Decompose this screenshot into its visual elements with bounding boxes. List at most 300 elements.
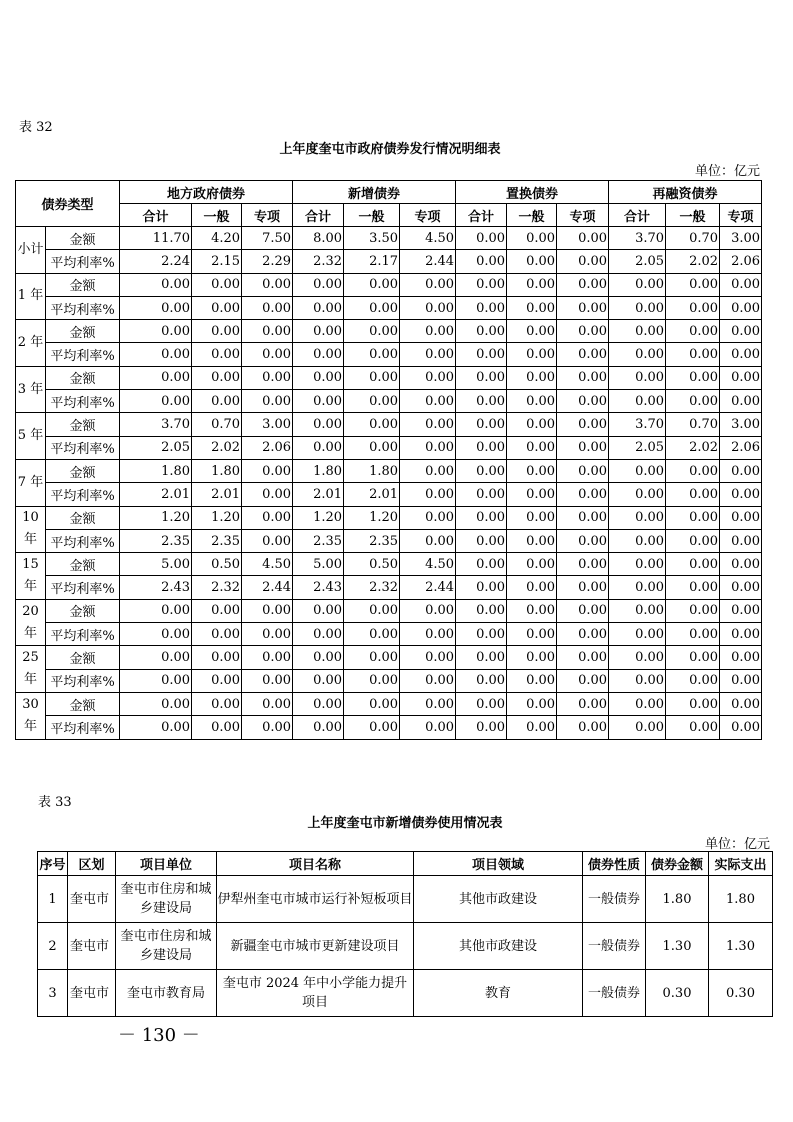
rate-cell: 0.00 xyxy=(400,483,456,506)
amount-cell: 3.00 xyxy=(720,413,762,436)
rate-cell: 0.00 xyxy=(720,716,762,739)
metric-rate: 平均利率% xyxy=(46,390,120,413)
subheader: 专项 xyxy=(720,204,762,227)
table-row xyxy=(16,250,762,273)
table-row xyxy=(16,623,762,646)
amount-cell: 1.80 xyxy=(120,459,192,482)
rate-cell: 0.00 xyxy=(456,716,507,739)
metric-amount: 金额 xyxy=(46,273,120,296)
amount-cell: 0.00 xyxy=(507,553,557,576)
rate-cell: 2.01 xyxy=(192,483,242,506)
table-cell: 新疆奎屯市城市更新建设项目 xyxy=(217,923,414,970)
rate-cell: 0.00 xyxy=(609,390,666,413)
rate-cell: 0.00 xyxy=(400,436,456,459)
table-row xyxy=(16,692,762,715)
rate-cell: 2.01 xyxy=(293,483,344,506)
table33-unit: 单位：亿元 xyxy=(704,837,770,852)
rate-cell: 2.24 xyxy=(120,250,192,273)
amount-cell: 0.00 xyxy=(242,320,293,343)
amount-cell: 3.70 xyxy=(609,227,666,250)
bond-issuance-table xyxy=(15,180,762,740)
amount-cell: 0.00 xyxy=(120,692,192,715)
rate-cell: 0.00 xyxy=(400,716,456,739)
table-cell: 奎屯市住房和城乡建设局 xyxy=(116,876,217,923)
amount-cell: 0.00 xyxy=(192,320,242,343)
rate-cell: 0.00 xyxy=(344,436,400,459)
amount-cell: 0.00 xyxy=(609,459,666,482)
table-cell: 奎屯市 xyxy=(68,876,116,923)
amount-cell: 0.00 xyxy=(507,366,557,389)
subheader: 专项 xyxy=(400,204,456,227)
table-cell: 伊犁州奎屯市城市运行补短板项目 xyxy=(217,876,414,923)
rate-cell: 0.00 xyxy=(344,343,400,366)
rate-cell: 0.00 xyxy=(609,623,666,646)
amount-cell: 0.00 xyxy=(557,553,609,576)
metric-rate: 平均利率% xyxy=(46,296,120,319)
amount-cell: 0.00 xyxy=(666,273,720,296)
metric-rate: 平均利率% xyxy=(46,576,120,599)
rate-cell: 2.06 xyxy=(720,436,762,459)
rate-cell: 2.01 xyxy=(344,483,400,506)
rate-cell: 0.00 xyxy=(344,390,400,413)
amount-cell: 0.00 xyxy=(507,692,557,715)
table-row xyxy=(16,506,762,529)
amount-cell: 1.80 xyxy=(192,459,242,482)
rate-cell: 2.35 xyxy=(120,529,192,552)
subheader: 合计 xyxy=(293,204,344,227)
rate-cell: 0.00 xyxy=(242,623,293,646)
rate-cell: 0.00 xyxy=(557,576,609,599)
term-cell: 小计 xyxy=(16,227,46,274)
table-row xyxy=(16,413,762,436)
table-cell: 教育 xyxy=(414,970,583,1017)
amount-cell: 0.00 xyxy=(293,413,344,436)
rate-cell: 0.00 xyxy=(242,716,293,739)
rate-cell: 2.43 xyxy=(293,576,344,599)
amount-cell: 0.00 xyxy=(400,273,456,296)
rate-cell: 0.00 xyxy=(507,716,557,739)
amount-cell: 0.00 xyxy=(293,366,344,389)
table32-label: 表 32 xyxy=(19,120,53,135)
rate-cell: 0.00 xyxy=(456,623,507,646)
rate-cell: 0.00 xyxy=(507,436,557,459)
amount-cell: 0.00 xyxy=(557,506,609,529)
amount-cell: 4.20 xyxy=(192,227,242,250)
amount-cell: 4.50 xyxy=(242,553,293,576)
column-header: 债券性质 xyxy=(583,852,646,876)
rate-cell: 0.00 xyxy=(507,483,557,506)
rate-cell: 0.00 xyxy=(609,296,666,319)
amount-cell: 5.00 xyxy=(120,553,192,576)
rate-cell: 0.00 xyxy=(400,623,456,646)
table33-label: 表 33 xyxy=(38,795,72,810)
rate-cell: 2.05 xyxy=(609,436,666,459)
table-row xyxy=(16,343,762,366)
amount-cell: 0.00 xyxy=(242,646,293,669)
amount-cell: 0.00 xyxy=(344,366,400,389)
amount-cell: 0.00 xyxy=(557,599,609,622)
rate-cell: 0.00 xyxy=(242,669,293,692)
subheader: 一般 xyxy=(192,204,242,227)
table-cell: 1 xyxy=(38,876,68,923)
amount-cell: 0.00 xyxy=(456,320,507,343)
amount-cell: 0.00 xyxy=(344,692,400,715)
rate-cell: 0.00 xyxy=(400,390,456,413)
subheader: 合计 xyxy=(609,204,666,227)
table-row xyxy=(16,529,762,552)
metric-rate: 平均利率% xyxy=(46,623,120,646)
amount-cell: 0.00 xyxy=(456,506,507,529)
group-header: 再融资债券 xyxy=(609,181,762,204)
rate-cell: 0.00 xyxy=(507,623,557,646)
rate-cell: 0.00 xyxy=(609,483,666,506)
rate-cell: 2.29 xyxy=(242,250,293,273)
amount-cell: 0.00 xyxy=(609,599,666,622)
amount-cell: 3.00 xyxy=(242,413,293,436)
table-cell: 1.30 xyxy=(709,923,773,970)
amount-cell: 0.00 xyxy=(720,459,762,482)
rate-cell: 0.00 xyxy=(456,529,507,552)
table-row xyxy=(16,553,762,576)
amount-cell: 0.00 xyxy=(120,366,192,389)
rate-cell: 0.00 xyxy=(344,296,400,319)
term-cell: 5 年 xyxy=(16,413,46,460)
table-row xyxy=(16,646,762,669)
rate-cell: 0.00 xyxy=(609,669,666,692)
rate-cell: 0.00 xyxy=(344,623,400,646)
table-cell: 奎屯市 2024 年中小学能力提升项目 xyxy=(217,970,414,1017)
table-row xyxy=(16,273,762,296)
amount-cell: 0.00 xyxy=(557,413,609,436)
metric-amount: 金额 xyxy=(46,320,120,343)
rate-cell: 2.17 xyxy=(344,250,400,273)
amount-cell: 0.00 xyxy=(557,646,609,669)
amount-cell: 5.00 xyxy=(293,553,344,576)
table-cell: 1.30 xyxy=(646,923,709,970)
rate-cell: 0.00 xyxy=(720,669,762,692)
amount-cell: 11.70 xyxy=(120,227,192,250)
rate-cell: 0.00 xyxy=(120,669,192,692)
amount-cell: 1.80 xyxy=(293,459,344,482)
rate-cell: 0.00 xyxy=(557,296,609,319)
table-row xyxy=(16,320,762,343)
table-cell: 奎屯市 xyxy=(68,923,116,970)
rate-cell: 0.00 xyxy=(293,436,344,459)
rate-cell: 0.00 xyxy=(192,623,242,646)
rate-cell: 0.00 xyxy=(120,716,192,739)
column-header: 项目单位 xyxy=(116,852,217,876)
amount-cell: 0.00 xyxy=(400,646,456,669)
rate-cell: 2.06 xyxy=(720,250,762,273)
amount-cell: 0.00 xyxy=(400,599,456,622)
subheader: 一般 xyxy=(344,204,400,227)
rate-cell: 2.32 xyxy=(192,576,242,599)
rate-cell: 0.00 xyxy=(242,343,293,366)
table-cell: 一般债券 xyxy=(583,923,646,970)
table-cell: 0.30 xyxy=(709,970,773,1017)
rate-cell: 0.00 xyxy=(400,669,456,692)
rate-cell: 0.00 xyxy=(666,716,720,739)
amount-cell: 0.00 xyxy=(666,459,720,482)
amount-cell: 0.00 xyxy=(400,506,456,529)
rate-cell: 0.00 xyxy=(293,716,344,739)
rate-cell: 2.32 xyxy=(293,250,344,273)
metric-amount: 金额 xyxy=(46,599,120,622)
amount-cell: 0.00 xyxy=(192,366,242,389)
subheader: 一般 xyxy=(507,204,557,227)
rate-cell: 0.00 xyxy=(192,669,242,692)
subheader: 专项 xyxy=(242,204,293,227)
rate-cell: 0.00 xyxy=(120,623,192,646)
rate-cell: 0.00 xyxy=(557,529,609,552)
rate-cell: 0.00 xyxy=(720,529,762,552)
term-cell: 20 年 xyxy=(16,599,46,646)
amount-cell: 0.00 xyxy=(120,320,192,343)
table-row xyxy=(16,483,762,506)
rate-cell: 2.44 xyxy=(242,576,293,599)
metric-amount: 金额 xyxy=(46,413,120,436)
table-cell: 0.30 xyxy=(646,970,709,1017)
metric-amount: 金额 xyxy=(46,459,120,482)
rate-cell: 0.00 xyxy=(507,343,557,366)
amount-cell: 0.00 xyxy=(242,273,293,296)
amount-cell: 0.00 xyxy=(293,320,344,343)
rate-cell: 0.00 xyxy=(242,296,293,319)
table-cell: 3 xyxy=(38,970,68,1017)
amount-cell: 0.00 xyxy=(666,553,720,576)
amount-cell: 0.00 xyxy=(456,553,507,576)
amount-cell: 0.50 xyxy=(344,553,400,576)
rate-cell: 2.44 xyxy=(400,250,456,273)
rate-cell: 0.00 xyxy=(557,483,609,506)
rate-cell: 0.00 xyxy=(557,623,609,646)
rate-cell: 0.00 xyxy=(507,250,557,273)
amount-cell: 0.00 xyxy=(344,413,400,436)
amount-cell: 0.00 xyxy=(456,692,507,715)
rate-cell: 0.00 xyxy=(557,250,609,273)
rate-cell: 2.05 xyxy=(120,436,192,459)
amount-cell: 0.00 xyxy=(720,692,762,715)
rate-cell: 2.15 xyxy=(192,250,242,273)
group-header: 新增债券 xyxy=(293,181,456,204)
rate-cell: 0.00 xyxy=(507,296,557,319)
table-cell: 1.80 xyxy=(646,876,709,923)
amount-cell: 0.00 xyxy=(507,227,557,250)
metric-rate: 平均利率% xyxy=(46,343,120,366)
rate-cell: 0.00 xyxy=(507,576,557,599)
rate-cell: 0.00 xyxy=(507,669,557,692)
rate-cell: 2.02 xyxy=(666,436,720,459)
rate-cell: 0.00 xyxy=(456,483,507,506)
rate-cell: 0.00 xyxy=(666,390,720,413)
rate-cell: 0.00 xyxy=(400,529,456,552)
rate-cell: 2.35 xyxy=(344,529,400,552)
amount-cell: 0.00 xyxy=(666,366,720,389)
amount-cell: 0.00 xyxy=(242,366,293,389)
subheader: 专项 xyxy=(557,204,609,227)
amount-cell: 0.00 xyxy=(192,646,242,669)
amount-cell: 0.00 xyxy=(192,273,242,296)
metric-rate: 平均利率% xyxy=(46,716,120,739)
rate-cell: 0.00 xyxy=(456,390,507,413)
rate-cell: 0.00 xyxy=(293,296,344,319)
table-row xyxy=(16,576,762,599)
rate-cell: 0.00 xyxy=(192,390,242,413)
table-row xyxy=(16,296,762,319)
amount-cell: 3.70 xyxy=(609,413,666,436)
new-bond-usage-table xyxy=(37,851,773,1017)
amount-cell: 0.00 xyxy=(557,320,609,343)
rate-cell: 0.00 xyxy=(456,436,507,459)
table-row xyxy=(16,669,762,692)
amount-cell: 8.00 xyxy=(293,227,344,250)
amount-cell: 0.00 xyxy=(557,459,609,482)
table32-title: 上年度奎屯市政府债券发行情况明细表 xyxy=(279,142,501,157)
amount-cell: 0.70 xyxy=(666,413,720,436)
amount-cell: 1.20 xyxy=(192,506,242,529)
term-cell: 25 年 xyxy=(16,646,46,693)
rate-cell: 0.00 xyxy=(720,576,762,599)
rate-cell: 2.44 xyxy=(400,576,456,599)
amount-cell: 0.00 xyxy=(192,692,242,715)
table-cell: 一般债券 xyxy=(583,876,646,923)
rate-cell: 0.00 xyxy=(242,390,293,413)
amount-cell: 0.00 xyxy=(344,646,400,669)
rate-cell: 0.00 xyxy=(344,716,400,739)
amount-cell: 0.00 xyxy=(720,273,762,296)
rate-cell: 0.00 xyxy=(720,483,762,506)
term-cell: 3 年 xyxy=(16,366,46,413)
rate-cell: 2.32 xyxy=(344,576,400,599)
amount-cell: 0.00 xyxy=(456,413,507,436)
amount-cell: 0.00 xyxy=(456,646,507,669)
amount-cell: 0.00 xyxy=(666,599,720,622)
table-cell: 2 xyxy=(38,923,68,970)
amount-cell: 0.00 xyxy=(120,599,192,622)
table-cell: 奎屯市住房和城乡建设局 xyxy=(116,923,217,970)
amount-cell: 0.00 xyxy=(507,599,557,622)
amount-cell: 0.00 xyxy=(720,599,762,622)
amount-cell: 0.00 xyxy=(609,506,666,529)
rate-cell: 0.00 xyxy=(192,343,242,366)
amount-cell: 0.00 xyxy=(609,692,666,715)
amount-cell: 0.00 xyxy=(666,506,720,529)
rate-cell: 0.00 xyxy=(120,343,192,366)
rate-cell: 0.00 xyxy=(666,343,720,366)
rate-cell: 2.06 xyxy=(242,436,293,459)
rate-cell: 2.35 xyxy=(192,529,242,552)
rate-cell: 0.00 xyxy=(609,343,666,366)
amount-cell: 0.00 xyxy=(666,692,720,715)
amount-cell: 0.70 xyxy=(666,227,720,250)
amount-cell: 0.00 xyxy=(242,692,293,715)
amount-cell: 0.00 xyxy=(242,599,293,622)
amount-cell: 0.00 xyxy=(557,366,609,389)
rate-cell: 0.00 xyxy=(720,343,762,366)
amount-cell: 1.20 xyxy=(293,506,344,529)
amount-cell: 0.00 xyxy=(400,366,456,389)
amount-cell: 0.00 xyxy=(507,459,557,482)
amount-cell: 4.50 xyxy=(400,553,456,576)
rate-cell: 0.00 xyxy=(609,716,666,739)
table-row xyxy=(16,599,762,622)
amount-cell: 0.00 xyxy=(192,599,242,622)
metric-amount: 金额 xyxy=(46,692,120,715)
rate-cell: 0.00 xyxy=(192,716,242,739)
rate-cell: 0.00 xyxy=(557,436,609,459)
amount-cell: 0.00 xyxy=(400,692,456,715)
table-row xyxy=(38,970,773,1017)
rate-cell: 0.00 xyxy=(456,343,507,366)
rate-cell: 0.00 xyxy=(293,623,344,646)
column-header: 项目领域 xyxy=(414,852,583,876)
term-cell: 10 年 xyxy=(16,506,46,553)
metric-rate: 平均利率% xyxy=(46,436,120,459)
amount-cell: 0.00 xyxy=(456,273,507,296)
rate-cell: 0.00 xyxy=(609,529,666,552)
table-row xyxy=(38,923,773,970)
rate-cell: 2.02 xyxy=(192,436,242,459)
amount-cell: 0.00 xyxy=(720,366,762,389)
amount-cell: 3.70 xyxy=(120,413,192,436)
column-header: 实际支出 xyxy=(709,852,773,876)
rate-cell: 0.00 xyxy=(344,669,400,692)
amount-cell: 1.20 xyxy=(120,506,192,529)
subheader: 合计 xyxy=(456,204,507,227)
rate-cell: 0.00 xyxy=(666,623,720,646)
rate-cell: 0.00 xyxy=(242,483,293,506)
rate-cell: 0.00 xyxy=(666,576,720,599)
rate-cell: 0.00 xyxy=(293,669,344,692)
rate-cell: 2.05 xyxy=(609,250,666,273)
amount-cell: 1.80 xyxy=(344,459,400,482)
metric-amount: 金额 xyxy=(46,227,120,250)
table-cell: 1.80 xyxy=(709,876,773,923)
amount-cell: 0.00 xyxy=(456,227,507,250)
table-row xyxy=(38,876,773,923)
metric-rate: 平均利率% xyxy=(46,669,120,692)
amount-cell: 0.00 xyxy=(293,692,344,715)
group-header: 地方政府债券 xyxy=(120,181,293,204)
metric-rate: 平均利率% xyxy=(46,529,120,552)
rate-cell: 2.43 xyxy=(120,576,192,599)
amount-cell: 0.00 xyxy=(400,413,456,436)
amount-cell: 0.00 xyxy=(507,273,557,296)
amount-cell: 0.00 xyxy=(456,459,507,482)
metric-rate: 平均利率% xyxy=(46,483,120,506)
table-cell: 其他市政建设 xyxy=(414,876,583,923)
rate-cell: 0.00 xyxy=(557,669,609,692)
amount-cell: 0.00 xyxy=(293,646,344,669)
amount-cell: 0.00 xyxy=(456,599,507,622)
amount-cell: 4.50 xyxy=(400,227,456,250)
amount-cell: 0.00 xyxy=(609,553,666,576)
amount-cell: 0.00 xyxy=(557,273,609,296)
rate-cell: 0.00 xyxy=(293,343,344,366)
table-row xyxy=(16,459,762,482)
table-row xyxy=(16,436,762,459)
amount-cell: 7.50 xyxy=(242,227,293,250)
amount-cell: 0.00 xyxy=(344,273,400,296)
amount-cell: 0.00 xyxy=(507,506,557,529)
metric-amount: 金额 xyxy=(46,646,120,669)
term-cell: 2 年 xyxy=(16,320,46,367)
column-header: 区划 xyxy=(68,852,116,876)
amount-cell: 0.50 xyxy=(192,553,242,576)
rate-cell: 0.00 xyxy=(507,390,557,413)
rate-cell: 0.00 xyxy=(557,343,609,366)
amount-cell: 0.00 xyxy=(507,320,557,343)
